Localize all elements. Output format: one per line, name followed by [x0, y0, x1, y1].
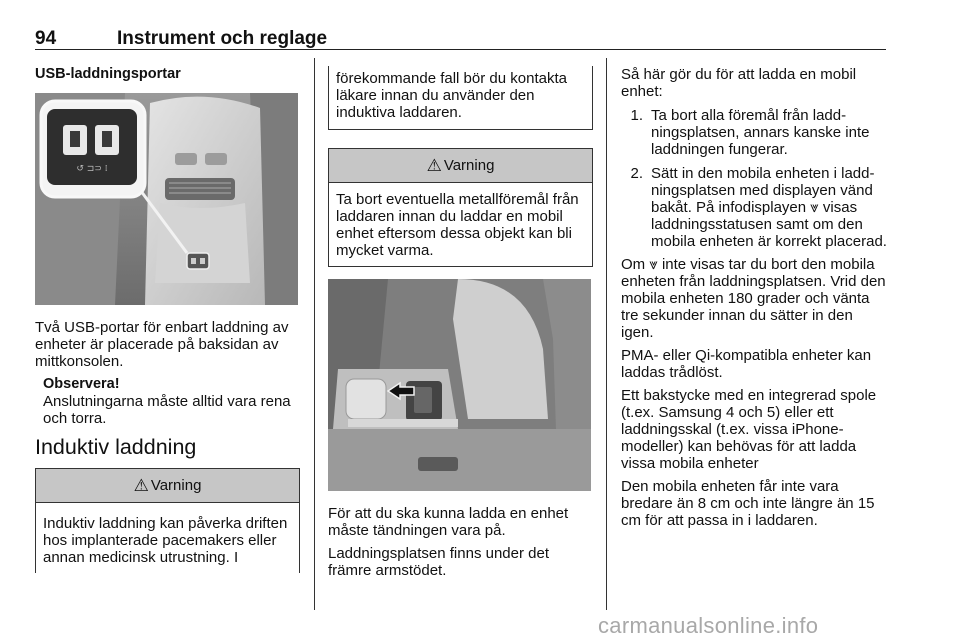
note-block [43, 376, 300, 427]
ignition-text: För att du ska kunna ladda en enhet måste tändningen vara på. [328, 505, 569, 539]
cover-paragraph: Ett bakstycke med en integrerad spole (t.ex. Samsung 4 och 5) eller ett laddningsskal (t.ex. vissa iPhone-modeller) kan behövas för att ladda vissa mobila enheter [621, 387, 877, 472]
note-text: Anslutningarna måste alltid vara rena och torra. [43, 393, 291, 427]
warning-triangle-icon: ⚠ [426, 156, 442, 175]
section-title-inductive: Induktiv laddning [35, 435, 197, 459]
step-text: Sätt in den mobila enheten i laddningsplatsen med displayen vänd bakåt. På infodisplayen ⩔ visas laddningsstatusen samt om den mobila enheten är korrekt placerad. [651, 165, 887, 250]
warning-label: Varning [443, 157, 495, 174]
page-number: 94 [35, 28, 57, 49]
list-item [621, 165, 887, 250]
steps-intro: Så här gör du för att ladda en mobil enhet: [621, 66, 857, 100]
svg-text:↺ ⊐⊃ ⁞: ↺ ⊐⊃ ⁞ [76, 164, 108, 174]
warning-label: Varning [150, 477, 202, 494]
warning-box-pacemaker [35, 468, 300, 573]
page-title: Instrument och reglage [117, 28, 328, 49]
charging-pad-image [328, 279, 591, 491]
usb-ports-image [35, 93, 298, 305]
retry-paragraph: Om ⩔ inte visas tar du bort den mobila enheten från laddningsplatsen. Vrid den mobila enheten 180 grader och vänta tre sekunder innan du sätter in den igen. [621, 256, 886, 341]
page-header [35, 28, 886, 50]
column-divider [606, 58, 607, 610]
rear-console-illustration [35, 93, 298, 305]
column-middle [328, 66, 593, 579]
size-paragraph: Den mobila enheten får inte vara bredare än 8 cm och inte längre än 15 cm för att passa in i laddaren. [621, 478, 875, 529]
compat-paragraph: PMA- eller Qi-kompatibla enheter kan laddas trådlöst. [621, 347, 872, 381]
step-number: 1. [630, 107, 643, 124]
usb-description: Två USB-portar för enbart laddning av enheter är placerade på baksidan av mittkonsolen. [35, 319, 289, 370]
steps-list [621, 107, 887, 250]
column-divider [314, 58, 315, 610]
warning-continued-text: förekommande fall bör du kontakta läkare innan du använder den induktiva laddaren. [336, 70, 567, 121]
usb-heading: USB-laddningsportar [35, 66, 181, 82]
warning-triangle-icon: ⚠ [133, 476, 149, 495]
step-number: 2. [630, 165, 643, 182]
note-label: Observera! [43, 376, 120, 392]
warning-header [329, 149, 592, 183]
warning-box-continued [328, 66, 593, 130]
column-right [621, 66, 887, 529]
warning-text: Induktiv laddning kan påverka driften hos implanterade pacemakers eller annan medicinsk utrustning. I [43, 515, 288, 566]
warning-header [36, 469, 299, 503]
front-console-illustration [328, 279, 591, 491]
warning-text: Ta bort eventuella metallföremål från laddaren innan du laddar en mobil enhet eftersom dessa objekt kan bli mycket varma. [336, 191, 579, 259]
list-item [621, 107, 887, 158]
location-text: Laddningsplatsen finns under det främre armstödet. [328, 545, 550, 579]
warning-box-metal [328, 148, 593, 267]
step-text: Ta bort alla föremål från laddningsplatsen, annars kanske inte laddningen fungerar. [651, 107, 870, 158]
column-left [35, 66, 300, 573]
watermark: carmanualsonline.info [598, 613, 819, 638]
